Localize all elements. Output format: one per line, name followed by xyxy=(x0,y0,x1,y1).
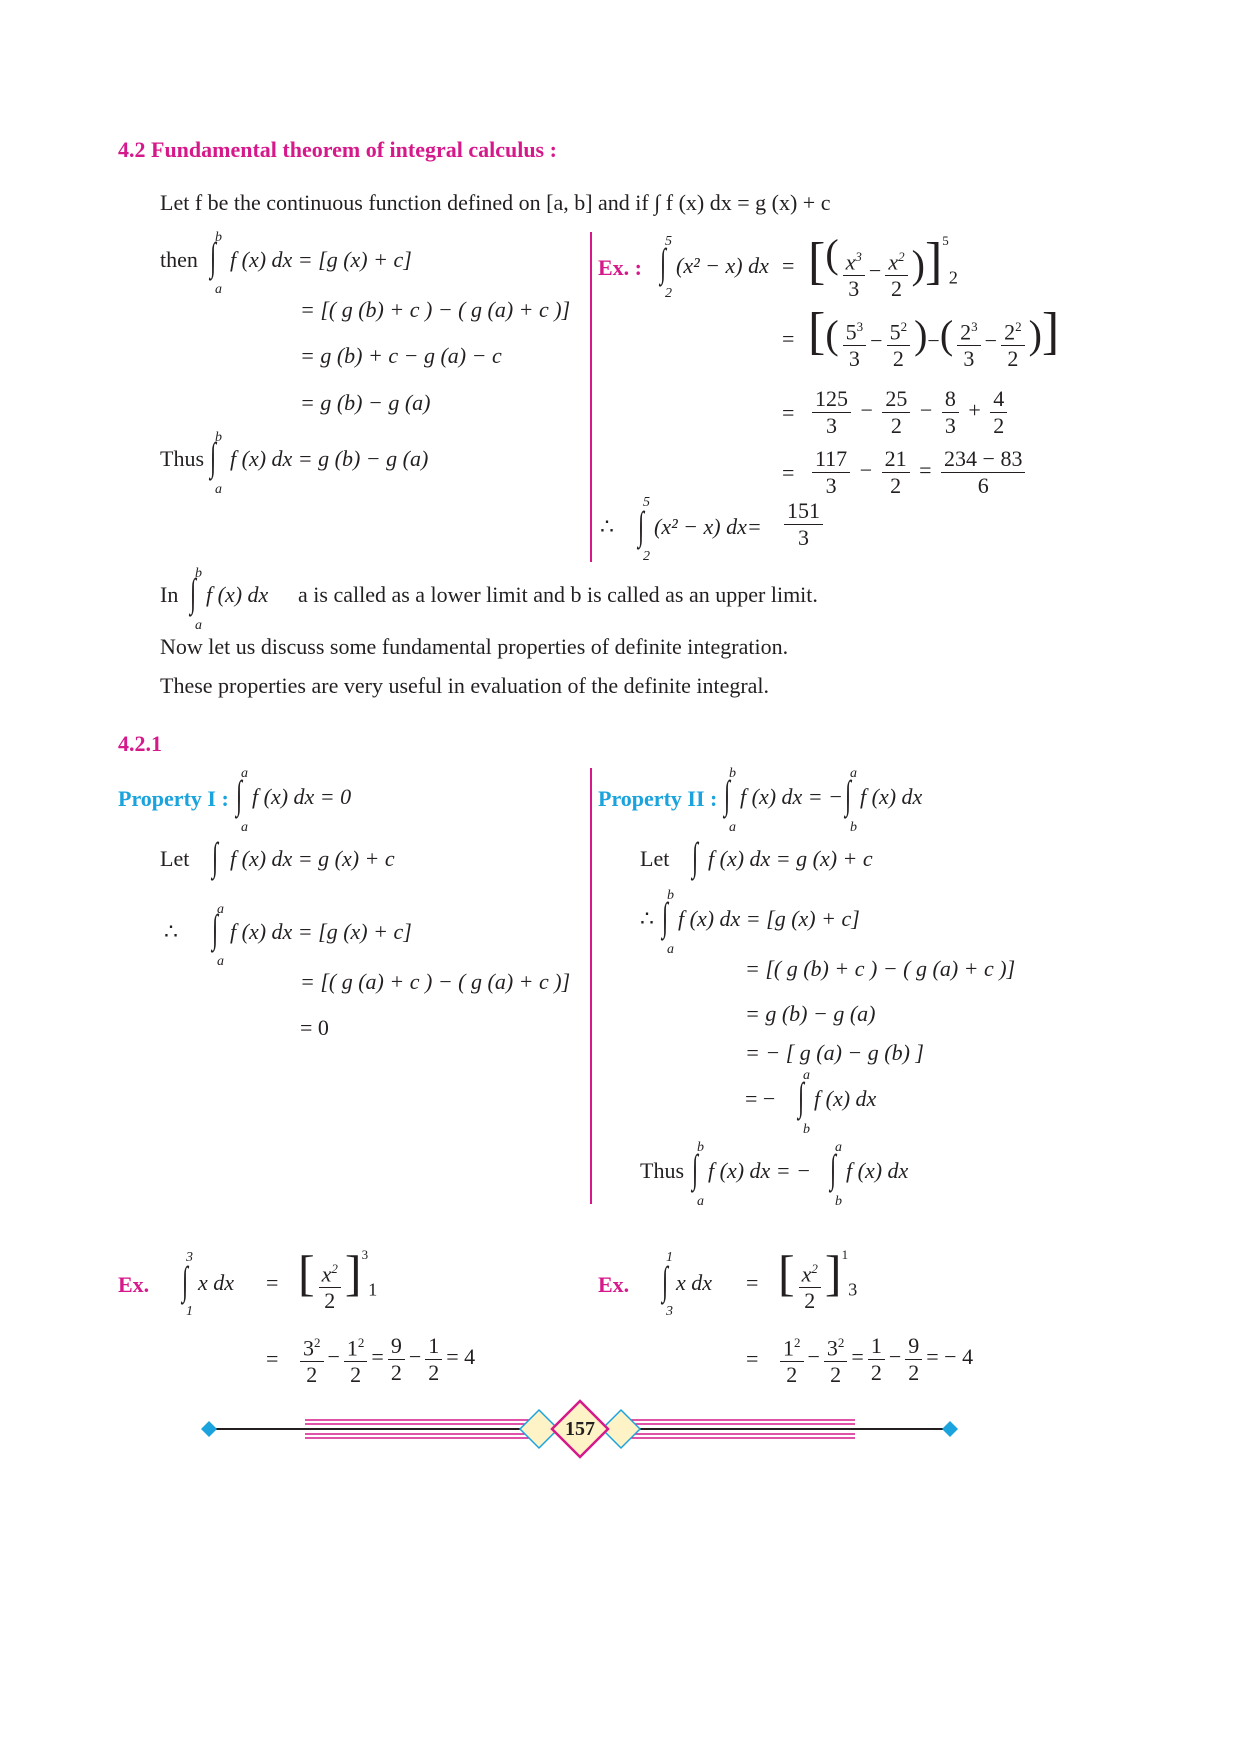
integral-sign: ∫ b a xyxy=(210,430,222,497)
property-1-line-3: = 0 xyxy=(300,1015,329,1040)
example-label: Ex. xyxy=(118,1272,150,1297)
property-1-line-1: f (x) dx = [g (x) + c] xyxy=(230,919,412,944)
example-integrand: (x² − x) dx xyxy=(676,253,769,278)
page-number: 157 xyxy=(565,1418,595,1440)
property-2-statement: f (x) dx = − xyxy=(740,784,843,809)
integral-sign: ∫ b a xyxy=(692,1140,704,1209)
property-2-line-5: = − xyxy=(745,1086,776,1111)
limits-description: a is called as a lower limit and b is called as an upper limit. xyxy=(298,582,818,607)
derivation-line-2: = [( g (b) + c ) − ( g (a) + c )] xyxy=(300,297,571,322)
equals-sign: = xyxy=(746,1270,759,1295)
derivation-line-4: = g (b) − g (a) xyxy=(300,390,431,415)
intro-text: Let f be the continuous function defined on [a, b] and if ∫ f (x) dx = g (x) + c xyxy=(160,190,831,215)
integral-sign: ∫ a b xyxy=(830,1140,842,1209)
property-2-line-1: f (x) dx = [g (x) + c] xyxy=(678,906,860,931)
thus-equation: f (x) dx = − xyxy=(708,1158,811,1183)
integral-sign: ∫ a a xyxy=(212,902,224,969)
equals-sign: = xyxy=(782,326,795,351)
therefore-symbol: ∴ xyxy=(600,514,614,539)
in-label: In xyxy=(160,582,179,607)
thus-label: Thus xyxy=(640,1158,684,1183)
derivation-line-3: = g (b) + c − g (a) − c xyxy=(300,343,502,368)
integral-sign: ∫ 3 1 xyxy=(182,1250,193,1319)
integral-sign: ∫ xyxy=(212,834,219,879)
bracket-expression: [ $\frac{x^2}{2}$ ]$^3_1$ xyxy=(298,1245,378,1314)
equals-sign: = xyxy=(746,1346,759,1371)
let-equation: f (x) dx = g (x) + c xyxy=(708,846,873,871)
integral-sign: ∫ 1 3 xyxy=(662,1250,673,1319)
result-integrand: (x² − x) dx= xyxy=(654,514,762,539)
thus-equation-end: f (x) dx xyxy=(846,1158,909,1183)
fraction-line: $\frac{1^2}{2}$ − $\frac{3^2}{2}$ = $\frac{1}{2}$ − $\frac{9}{2}$ = − 4 xyxy=(776,1330,973,1388)
property-1-statement: f (x) dx = 0 xyxy=(252,784,352,809)
property-2-line-2: = [( g (b) + c ) − ( g (a) + c )] xyxy=(745,956,1016,981)
paragraph: These properties are very useful in evaluation of the definite integral. xyxy=(160,673,770,698)
bracket-expression-1: [( $\frac{x^3}{3}$ − $\frac{x^2}{2}$ )]$^5_2$ xyxy=(808,231,958,302)
property-2-line-3: = g (b) − g (a) xyxy=(745,1001,876,1026)
therefore-symbol: ∴ xyxy=(164,919,178,944)
result-fraction: $\frac{151}{3}$ xyxy=(780,498,827,551)
equals-sign: = xyxy=(266,1270,279,1295)
property-2-line-4: = − [ g (a) − g (b) ] xyxy=(745,1040,924,1065)
therefore-symbol: ∴ xyxy=(640,906,654,931)
let-label: Let xyxy=(640,846,670,871)
fraction-line: $\frac{3^2}{2}$ − $\frac{1^2}{2}$ = $\frac{9}{2}$ − $\frac{1}{2}$ = 4 xyxy=(296,1330,475,1388)
integral-sign: ∫ a b xyxy=(845,766,857,835)
fraction-line-3: $\frac{125}{3}$ − $\frac{25}{2}$ − $\frac{8}{3}$ + $\frac{4}{2}$ xyxy=(808,386,1011,439)
property-2-statement-end: f (x) dx xyxy=(860,784,923,809)
integral-sign: ∫ 5 2 xyxy=(660,234,672,301)
example-3-result: = − 4 xyxy=(926,1344,974,1370)
property-2-label: Property II : xyxy=(598,786,718,811)
example-label: Ex. xyxy=(598,1272,630,1297)
fraction-line-4: $\frac{117}{3}$ − $\frac{21}{2}$ = $\frac{234 - 83}{6}$ xyxy=(808,446,1029,499)
thus-label: Thus xyxy=(160,446,204,471)
example-integrand: x dx xyxy=(676,1270,713,1295)
equals-sign: = xyxy=(782,400,795,425)
column-divider xyxy=(590,768,592,1204)
integral-sign: ∫ b a xyxy=(210,230,222,297)
example-label: Ex. : xyxy=(598,255,642,280)
paragraph: Now let us discuss some fundamental properties of definite integration. xyxy=(160,634,789,659)
equals-sign: = xyxy=(266,1346,279,1371)
section-title: 4.2 Fundamental theorem of integral calculus : xyxy=(118,137,557,162)
integral-sign: ∫ b a xyxy=(190,566,202,633)
integral-sign: ∫ 5 2 xyxy=(638,495,650,564)
property-1-label: Property I : xyxy=(118,786,229,811)
equals-sign: = xyxy=(782,460,795,485)
integral-sign: ∫ a a xyxy=(236,766,248,835)
column-divider xyxy=(590,232,592,562)
property-2-line-5-end: f (x) dx xyxy=(814,1086,877,1111)
example-integrand: x dx xyxy=(198,1270,235,1295)
integral-sign: ∫ b a xyxy=(662,888,674,957)
let-label: Let xyxy=(160,846,190,871)
property-1-line-2: = [( g (a) + c ) − ( g (a) + c )] xyxy=(300,969,571,994)
limits-integral: f (x) dx xyxy=(206,582,269,607)
example-2-result: = 4 xyxy=(446,1344,476,1370)
integral-sign: ∫ b a xyxy=(724,766,736,835)
equals-sign: = xyxy=(782,253,795,278)
bracket-expression-2: [( $\frac{5^3}{3}$ − $\frac{5^2}{2}$ )−( $\frac{2^3}{3}$ − $\frac{2^2}{2}$ )] xyxy=(808,303,1060,372)
thus-line: f (x) dx = g (b) − g (a) xyxy=(230,446,429,471)
integral-sign: ∫ a b xyxy=(798,1068,810,1137)
let-equation: f (x) dx = g (x) + c xyxy=(230,846,395,871)
integral-sign: ∫ xyxy=(692,834,699,879)
derivation-line-1: f (x) dx = [g (x) + c] xyxy=(230,247,412,272)
bracket-expression: [ $\frac{x^2}{2}$ ]$^1_3$ xyxy=(778,1245,858,1314)
then-label: then xyxy=(160,247,198,272)
subsection-title: 4.2.1 xyxy=(118,731,162,756)
